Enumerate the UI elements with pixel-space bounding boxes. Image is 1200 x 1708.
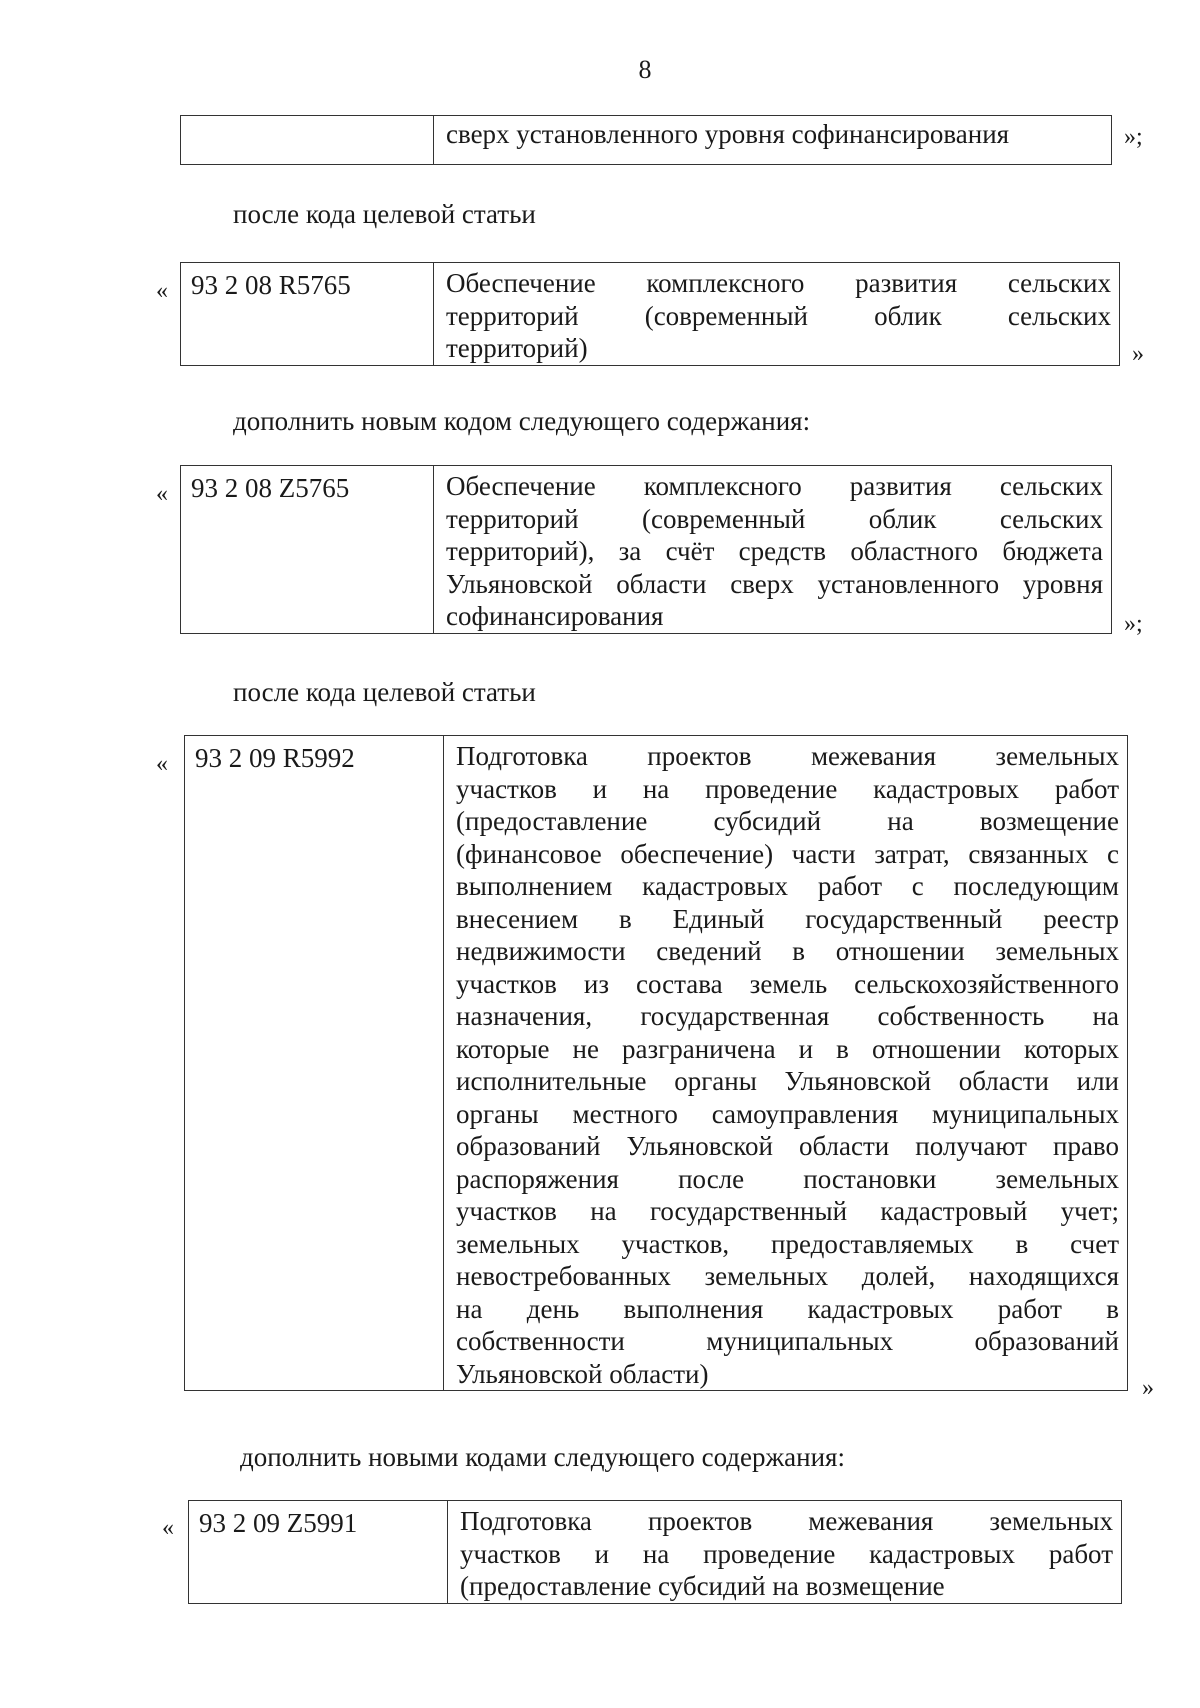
description-line: (предоставление субсидий на возмещение	[460, 1571, 945, 1601]
opening-quote: «	[156, 278, 168, 304]
description-cell	[448, 1501, 1122, 1604]
code-cell: 93 2 08 Z5765	[181, 466, 434, 634]
closing-quote: »	[1132, 341, 1144, 367]
description-line: (финансовое обеспечение) части затрат, связанных с	[456, 838, 1119, 869]
description-line: исполнительные органы Ульяновской области или	[456, 1066, 1119, 1096]
paragraph-text: дополнить новыми кодами следующего содержания:	[240, 1442, 845, 1472]
description-line: Подготовка проектов межевания земельных	[456, 741, 1119, 771]
closing-quote: »;	[1124, 611, 1143, 637]
code-cell: 93 2 09 R5992	[185, 736, 444, 1391]
description-line: сверх установленного уровня софинансирования	[446, 119, 1010, 149]
description-line: территорий)	[446, 333, 588, 363]
table-row	[181, 466, 1112, 634]
description-line: которые не разграничена и в отношении которых	[456, 1033, 1119, 1064]
paragraph-text: после кода целевой статьи	[233, 677, 536, 707]
description-line: Ульяновской области сверх установленного уровня	[446, 568, 1103, 599]
closing-quote: »	[1142, 1375, 1154, 1401]
description-line: участков и на проведение кадастровых работ	[460, 1538, 1113, 1569]
code-cell: 93 2 08 R5765	[181, 263, 434, 366]
code-table-2	[180, 465, 1112, 634]
description-line: выполнением кадастровых работ с последующим	[456, 871, 1119, 901]
description-line: участков и на проведение кадастровых работ	[456, 773, 1119, 804]
description-line: на день выполнения кадастровых работ в	[456, 1293, 1119, 1324]
description-cell	[444, 736, 1128, 1391]
description-line: (предоставление субсидий на возмещение	[456, 806, 1119, 836]
description-cell	[434, 263, 1120, 366]
description-line: территорий (современный облик сельских	[446, 503, 1103, 534]
code-table-3	[184, 735, 1128, 1391]
code-table-0	[180, 115, 1112, 165]
description-cell	[434, 466, 1112, 634]
description-line: Подготовка проектов межевания земельных	[460, 1506, 1113, 1536]
description-cell	[434, 116, 1112, 165]
description-line: невостребованных земельных долей, находящихся	[456, 1261, 1119, 1291]
code-cell: 93 2 09 Z5991	[189, 1501, 448, 1604]
description-line: участков на государственный кадастровый учет;	[456, 1196, 1119, 1226]
page-number: 8	[638, 55, 652, 84]
description-line: Обеспечение комплексного развития сельских	[446, 471, 1103, 501]
code-cell	[181, 116, 434, 165]
opening-quote: «	[162, 1515, 174, 1541]
table-row	[185, 736, 1128, 1391]
description-line: софинансирования	[446, 601, 664, 631]
description-line: собственности муниципальных образований	[456, 1326, 1119, 1356]
opening-quote: «	[156, 751, 168, 777]
description-line: распоряжения после постановки земельных	[456, 1163, 1119, 1194]
description-line: территорий), за счёт средств областного бюджета	[446, 536, 1103, 566]
description-line: органы местного самоуправления муниципальных	[456, 1098, 1119, 1129]
opening-quote: «	[156, 481, 168, 507]
table-row	[181, 263, 1120, 366]
closing-quote: »;	[1124, 124, 1143, 150]
description-line: недвижимости сведений в отношении земельных	[456, 936, 1119, 966]
description-line: внесением в Единый государственный реестр	[456, 903, 1119, 934]
table-row	[189, 1501, 1122, 1604]
description-line: территорий (современный облик сельских	[446, 300, 1111, 331]
description-line: Ульяновской области)	[456, 1358, 709, 1389]
code-table-1	[180, 262, 1120, 366]
table-row	[181, 116, 1112, 165]
description-line: земельных участков, предоставляемых в счет	[456, 1228, 1119, 1259]
paragraph-text: дополнить новым кодом следующего содержания:	[233, 406, 811, 436]
description-line: Обеспечение комплексного развития сельских	[446, 268, 1111, 298]
description-line: образований Ульяновской области получают право	[456, 1131, 1119, 1161]
description-line: участков из состава земель сельскохозяйственного	[456, 968, 1119, 999]
paragraph-text: после кода целевой статьи	[233, 199, 536, 229]
code-table-4	[188, 1500, 1122, 1604]
description-line: назначения, государственная собственность на	[456, 1001, 1119, 1031]
